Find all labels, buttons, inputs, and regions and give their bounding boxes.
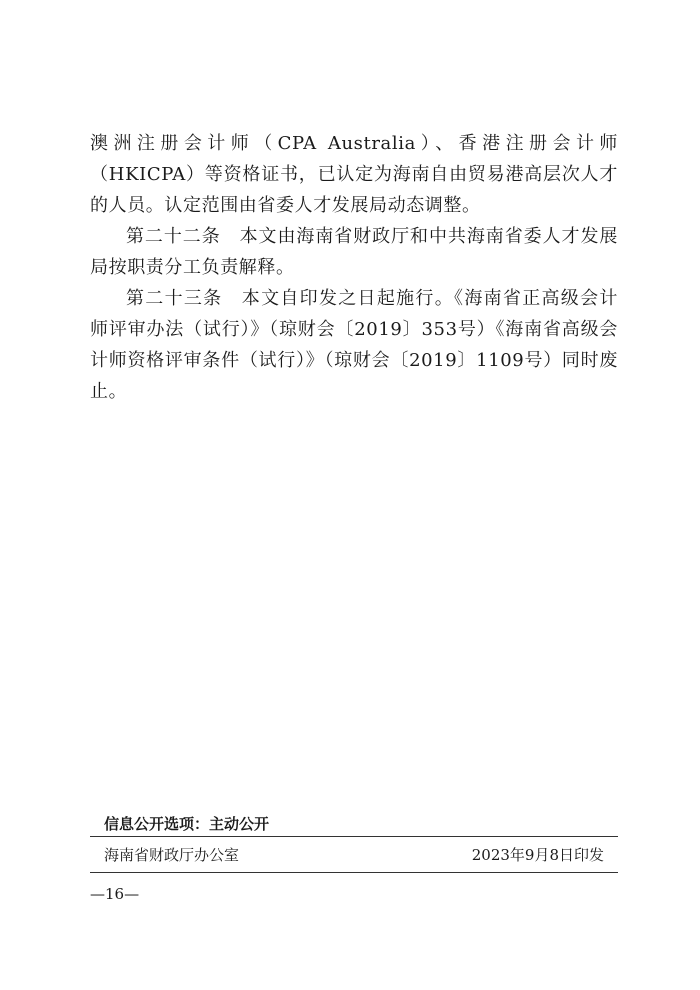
issue-date: 2023年9月8日印发: [471, 846, 604, 864]
paragraph-continuation: 澳洲注册会计师（CPA Australia）、香港注册会计师（HKICPA）等资格证书，已认定为海南自由贸易港高层次人才的人员。认定范围由省委人才发展局动态调整。: [90, 133, 618, 216]
issuer-line: [90, 837, 618, 872]
disclosure-option: 信息公开选项：主动公开: [104, 815, 270, 833]
document-footer: [90, 812, 618, 873]
article-22: 第二十二条 本文由海南省财政厅和中共海南省委人才发展局按职责分工负责解释。: [90, 226, 618, 278]
article-23: 第二十三条 本文自印发之日起施行。《海南省正高级会计师评审办法（试行）》（琼财会〔2019〕353号）《海南省高级会计师资格评审条件（试行）》（琼财会〔2019〕1109号）同时废止。: [90, 288, 618, 402]
issuer-office: 海南省财政厅办公室: [104, 846, 240, 864]
body-text: [90, 128, 618, 407]
page-number: —16—: [90, 885, 140, 903]
footer-rule-bottom: [90, 872, 618, 873]
